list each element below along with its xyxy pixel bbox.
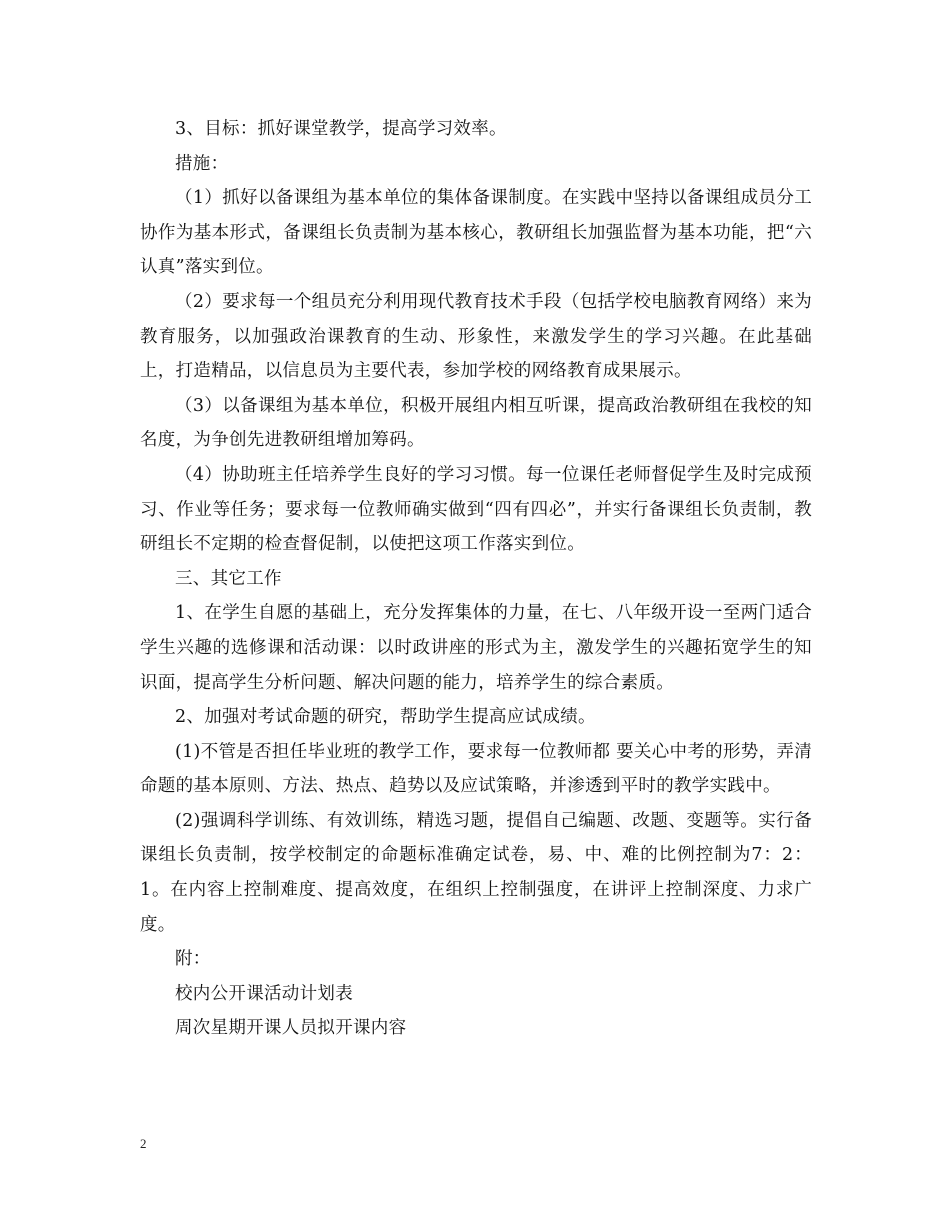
exam-subitem-2-paragraph: (2)强调科学训练、有效训练，精选习题，提倡自己编题、改题、变题等。实行备课组长负责制，按学校制定的命题标准确定试卷，易、中、难的比例控制为7：2：1。在内容上控制难度、提高效度，在组织上控制强度，在讲评上控制深度、力求广度。 — [140, 810, 812, 935]
appendix-table-title: 校内公开课活动计划表 — [175, 983, 353, 1004]
appendix-label: 附： — [175, 949, 211, 970]
appendix-table-header: 周次星期开课人员拟开课内容 — [175, 1018, 407, 1039]
exam-subitem-1-paragraph: (1)不管是否担任毕业班的教学工作，要求每一位教师都 要关心中考的形势，弄清命题的基本原则、方法、热点、趋势以及应试策略，并渗透到平时的教学实践中。 — [140, 741, 812, 797]
measure-1-paragraph: （1）抓好以备课组为基本单位的集体备课制度。在实践中坚持以备课组成员分工协作为基本形式，备课组长负责制为基本核心，教研组长加强监督为基本功能，把“六认真”落实到位。 — [140, 188, 812, 278]
measure-4-paragraph: （4）协助班主任培养学生良好的学习习惯。每一位课任老师督促学生及时完成预习、作业等任务；要求每一位教师确实做到“四有四必”，并实行备课组长负责制，教研组长不定期的检查督促制，以使把这项工作落实到位。 — [140, 464, 812, 555]
section-heading-other-work: 三、其它工作 — [175, 568, 282, 589]
document-body — [140, 112, 812, 1046]
measure-3-paragraph: （3）以备课组为基本单位，积极开展组内相互听课，提高政治教研组在我校的知名度，为争创先进教研组增加筹码。 — [140, 395, 812, 451]
measure-2-paragraph: （2）要求每一个组员充分利用现代教育技术手段（包括学校电脑教育网络）来为教育服务，以加强政治课教育的生动、形象性，来激发学生的学习兴趣。在此基础上，打造精品，以信息员为主要代表，参加学校的网络教育成果展示。 — [140, 291, 812, 382]
page-number: 2 — [140, 1136, 147, 1151]
other-work-item-2-paragraph: 2、加强对考试命题的研究，帮助学生提高应试成绩。 — [175, 707, 596, 728]
measures-heading: 措施： — [175, 153, 229, 174]
other-work-item-1-paragraph: 1、在学生自愿的基础上，充分发挥集体的力量，在七、八年级开设一至两门适合学生兴趣的选修课和活动课：以时政讲座的形式为主，激发学生的兴趣拓宽学生的知识面，提高学生分析问题、解决问题的能力，培养学生的综合素质。 — [140, 603, 812, 693]
goal-heading: 3、目标：抓好课堂教学，提高学习效率。 — [175, 119, 507, 139]
